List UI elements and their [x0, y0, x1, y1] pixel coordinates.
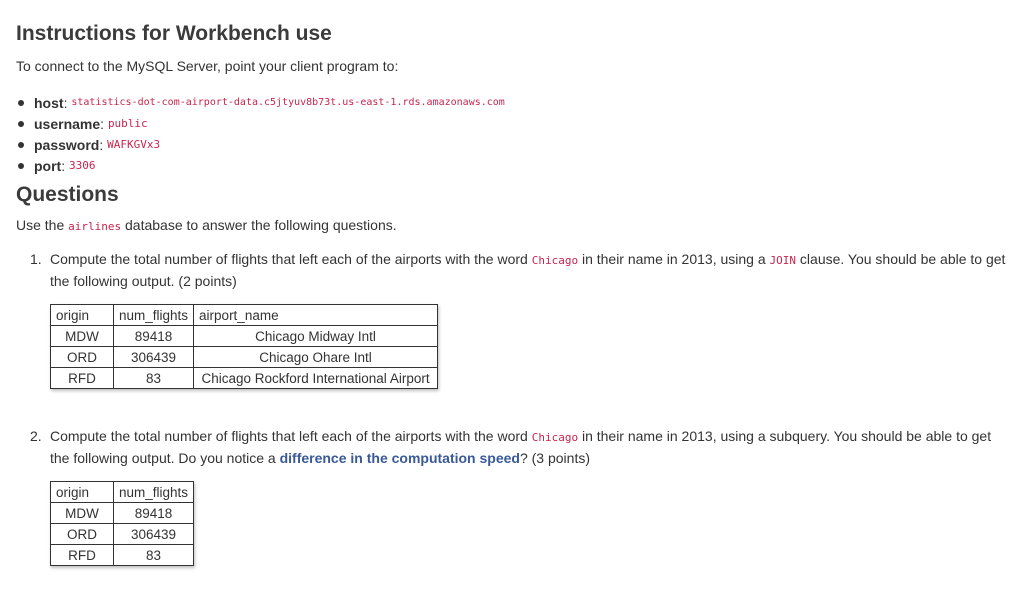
table-cell: Chicago Midway Intl [194, 326, 438, 347]
text: in their name in 2013, using a [578, 251, 770, 267]
table-cell: 89418 [114, 326, 194, 347]
connection-key: port [34, 157, 62, 174]
table-cell: 306439 [114, 347, 194, 368]
connection-value: statistics-dot-com-airport-data.c5jtyuv8b73t.us-east-1.rds.amazonaws.com [71, 97, 505, 108]
table-cell: 89418 [114, 503, 194, 524]
column-header: num_flights [114, 482, 194, 503]
table-row [51, 347, 438, 368]
column-header: airport_name [194, 305, 438, 326]
table-row [51, 326, 438, 347]
database-name: airlines [68, 220, 122, 233]
connection-value: public [107, 117, 148, 130]
connection-key: host [34, 94, 64, 111]
emphasis-text: difference in the computation speed [279, 450, 520, 466]
table-cell: 83 [114, 545, 194, 566]
text: ? (3 points) [519, 450, 591, 466]
table-cell: ORD [51, 524, 114, 545]
question-text [50, 426, 1014, 469]
bullet-icon [18, 142, 24, 148]
connection-item-password: password : WAFKGVx3 [16, 134, 505, 155]
questions-intro [16, 217, 397, 233]
connection-key: username [34, 115, 101, 132]
connection-list [16, 92, 505, 176]
question-text [50, 249, 1014, 292]
table-row [51, 503, 194, 524]
column-header: origin [51, 482, 114, 503]
table-cell: MDW [51, 503, 114, 524]
connection-item-port: port : 3306 [16, 155, 505, 176]
column-header: num_flights [114, 305, 194, 326]
table-cell: RFD [51, 545, 114, 566]
text: Compute the total number of flights that left each of the airports with the word [50, 428, 532, 444]
table-row [51, 545, 194, 566]
inline-code: Chicago [531, 431, 579, 444]
q2-output-table [50, 481, 194, 566]
inline-code: Chicago [531, 254, 579, 267]
table-header-row [51, 305, 438, 326]
bullet-icon [18, 163, 24, 169]
connection-item-host: host : statistics-dot-com-airport-data.c5jtyuv8b73t.us-east-1.rds.amazonaws.com [16, 92, 505, 113]
bullet-icon [18, 100, 24, 106]
connection-key: password [34, 136, 100, 153]
inline-code: JOIN [769, 254, 797, 267]
table-cell: ORD [51, 347, 114, 368]
question-number: 1. [30, 251, 42, 267]
connection-value: WAFKGVx3 [107, 138, 161, 151]
table-cell: MDW [51, 326, 114, 347]
question-number: 2. [30, 428, 42, 444]
text: Compute the total number of flights that left each of the airports with the word [50, 251, 532, 267]
table-row [51, 368, 438, 389]
table-header-row [51, 482, 194, 503]
bullet-icon [18, 121, 24, 127]
q1-output-table [50, 304, 438, 389]
column-header: origin [51, 305, 114, 326]
table-cell: Chicago Ohare Intl [194, 347, 438, 368]
table-cell: 306439 [114, 524, 194, 545]
connection-value: 3306 [69, 159, 96, 172]
connect-intro: To connect to the MySQL Server, point your client program to: [16, 58, 399, 74]
text: in their name in 2013, using a subquery. You should be able to get the following output. Do you notice a [50, 428, 992, 466]
table-row [51, 524, 194, 545]
questions-heading: Questions [16, 183, 119, 206]
table-cell: Chicago Rockford International Airport [194, 368, 438, 389]
text: Use the [16, 217, 69, 233]
table-cell: RFD [51, 368, 114, 389]
text: database to answer the following questions. [121, 217, 397, 233]
table-cell: 83 [114, 368, 194, 389]
connection-item-username: username : public [16, 113, 505, 134]
text: clause. You should be able to get the following output. (2 points) [50, 251, 1006, 289]
page-title: Instructions for Workbench use [16, 22, 332, 45]
